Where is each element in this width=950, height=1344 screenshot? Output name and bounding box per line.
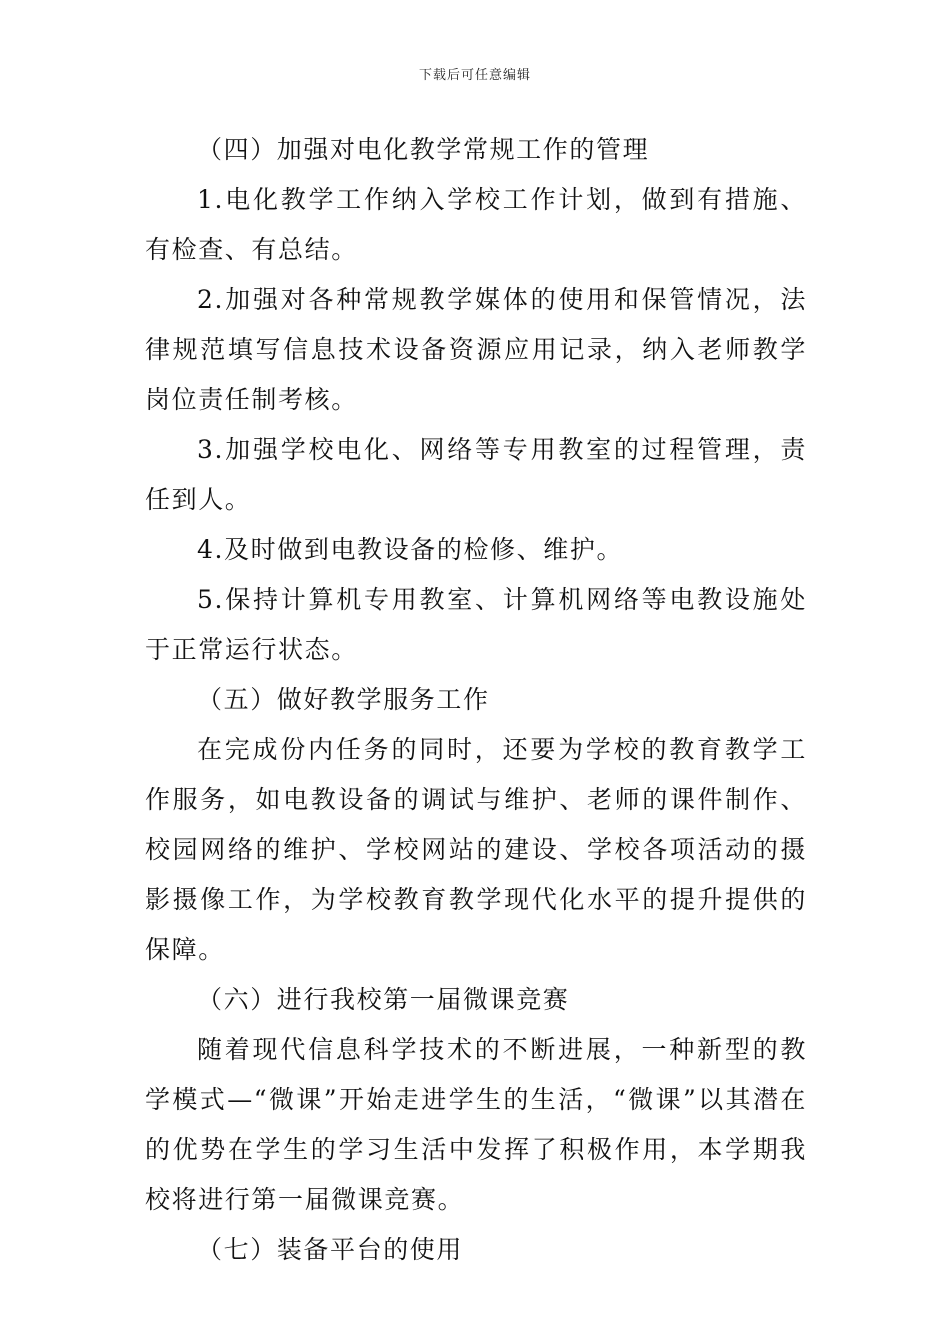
section-heading-7: （七）装备平台的使用 — [197, 1235, 464, 1264]
paragraph-item-3: 3.加强学校电化、网络等专用教室的过程管理，责任到人。 — [145, 435, 807, 514]
section-heading-5: （五）做好教学服务工作 — [197, 685, 490, 714]
paragraph-item-1: 1.电化教学工作纳入学校工作计划，做到有措施、有检查、有总结。 — [145, 185, 807, 264]
paragraph-microcourse: 随着现代信息科学技术的不断进展，一种新型的教学模式—“微课”开始走进学生的生活，“微课”以其潜在的优势在学生的学习生活中发挥了积极作用，本学期我校将进行第一届微课竞赛。 — [145, 1035, 807, 1214]
paragraph-item-5: 5.保持计算机专用教室、计算机网络等电教设施处于正常运行状态。 — [145, 585, 807, 664]
page-header: 下载后可任意编辑 — [418, 68, 531, 83]
section-heading-4: （四）加强对电化教学常规工作的管理 — [197, 135, 650, 164]
paragraph-service: 在完成份内任务的同时，还要为学校的教育教学工作服务，如电教设备的调试与维护、老师的课件制作、校园网络的维护、学校网站的建设、学校各项活动的摄影摄像工作，为学校教育教学现代化水平的提升提供的保障。 — [145, 735, 807, 964]
section-heading-6: （六）进行我校第一届微课竞赛 — [197, 985, 570, 1014]
paragraph-item-2: 2.加强对各种常规教学媒体的使用和保管情况，法律规范填写信息技术设备资源应用记录，纳入老师教学岗位责任制考核。 — [145, 285, 807, 414]
paragraph-item-4: 4.及时做到电教设备的检修、维护。 — [197, 535, 624, 564]
document-body — [145, 125, 807, 1275]
